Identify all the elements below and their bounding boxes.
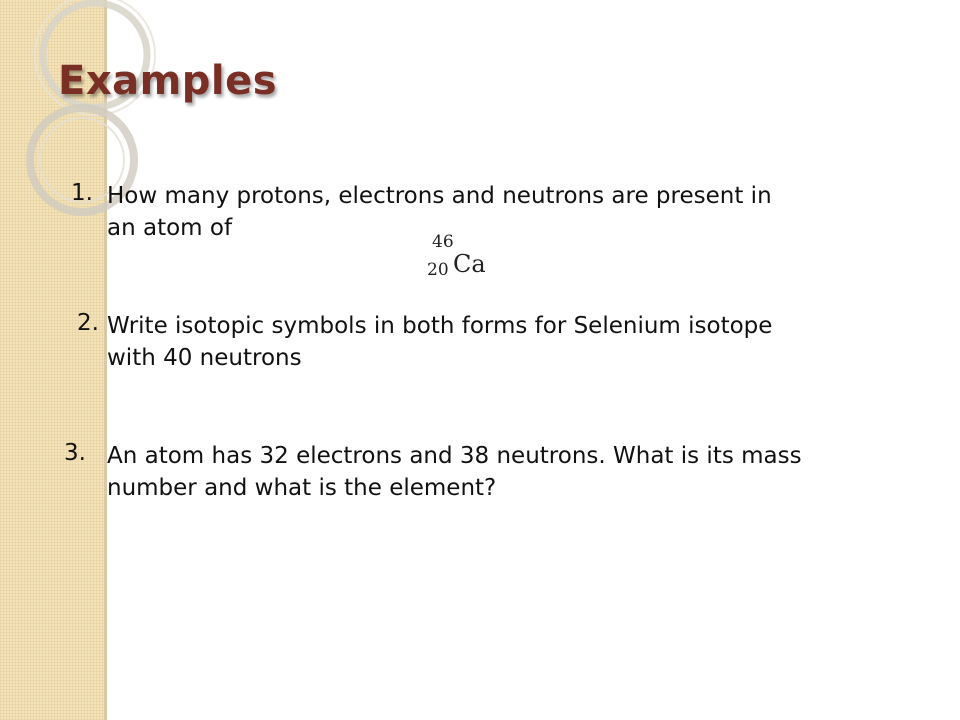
isotope-mass-number: 46 (432, 232, 454, 252)
item-number: 1. (71, 180, 93, 206)
item-number: 3. (64, 440, 86, 466)
item-text: Write isotopic symbols in both forms for Selenium isotope with 40 neutrons (107, 313, 773, 371)
item-number: 2. (77, 310, 99, 336)
isotope-atomic-number: 20 (427, 260, 449, 280)
item-text: An atom has 32 electrons and 38 neutrons. What is its mass number and what is the element? (107, 443, 802, 501)
slide-title: Examples (58, 58, 278, 104)
isotope-element-symbol: Ca (453, 250, 486, 278)
item-text: How many protons, electrons and neutrons are present in an atom of (107, 183, 772, 241)
